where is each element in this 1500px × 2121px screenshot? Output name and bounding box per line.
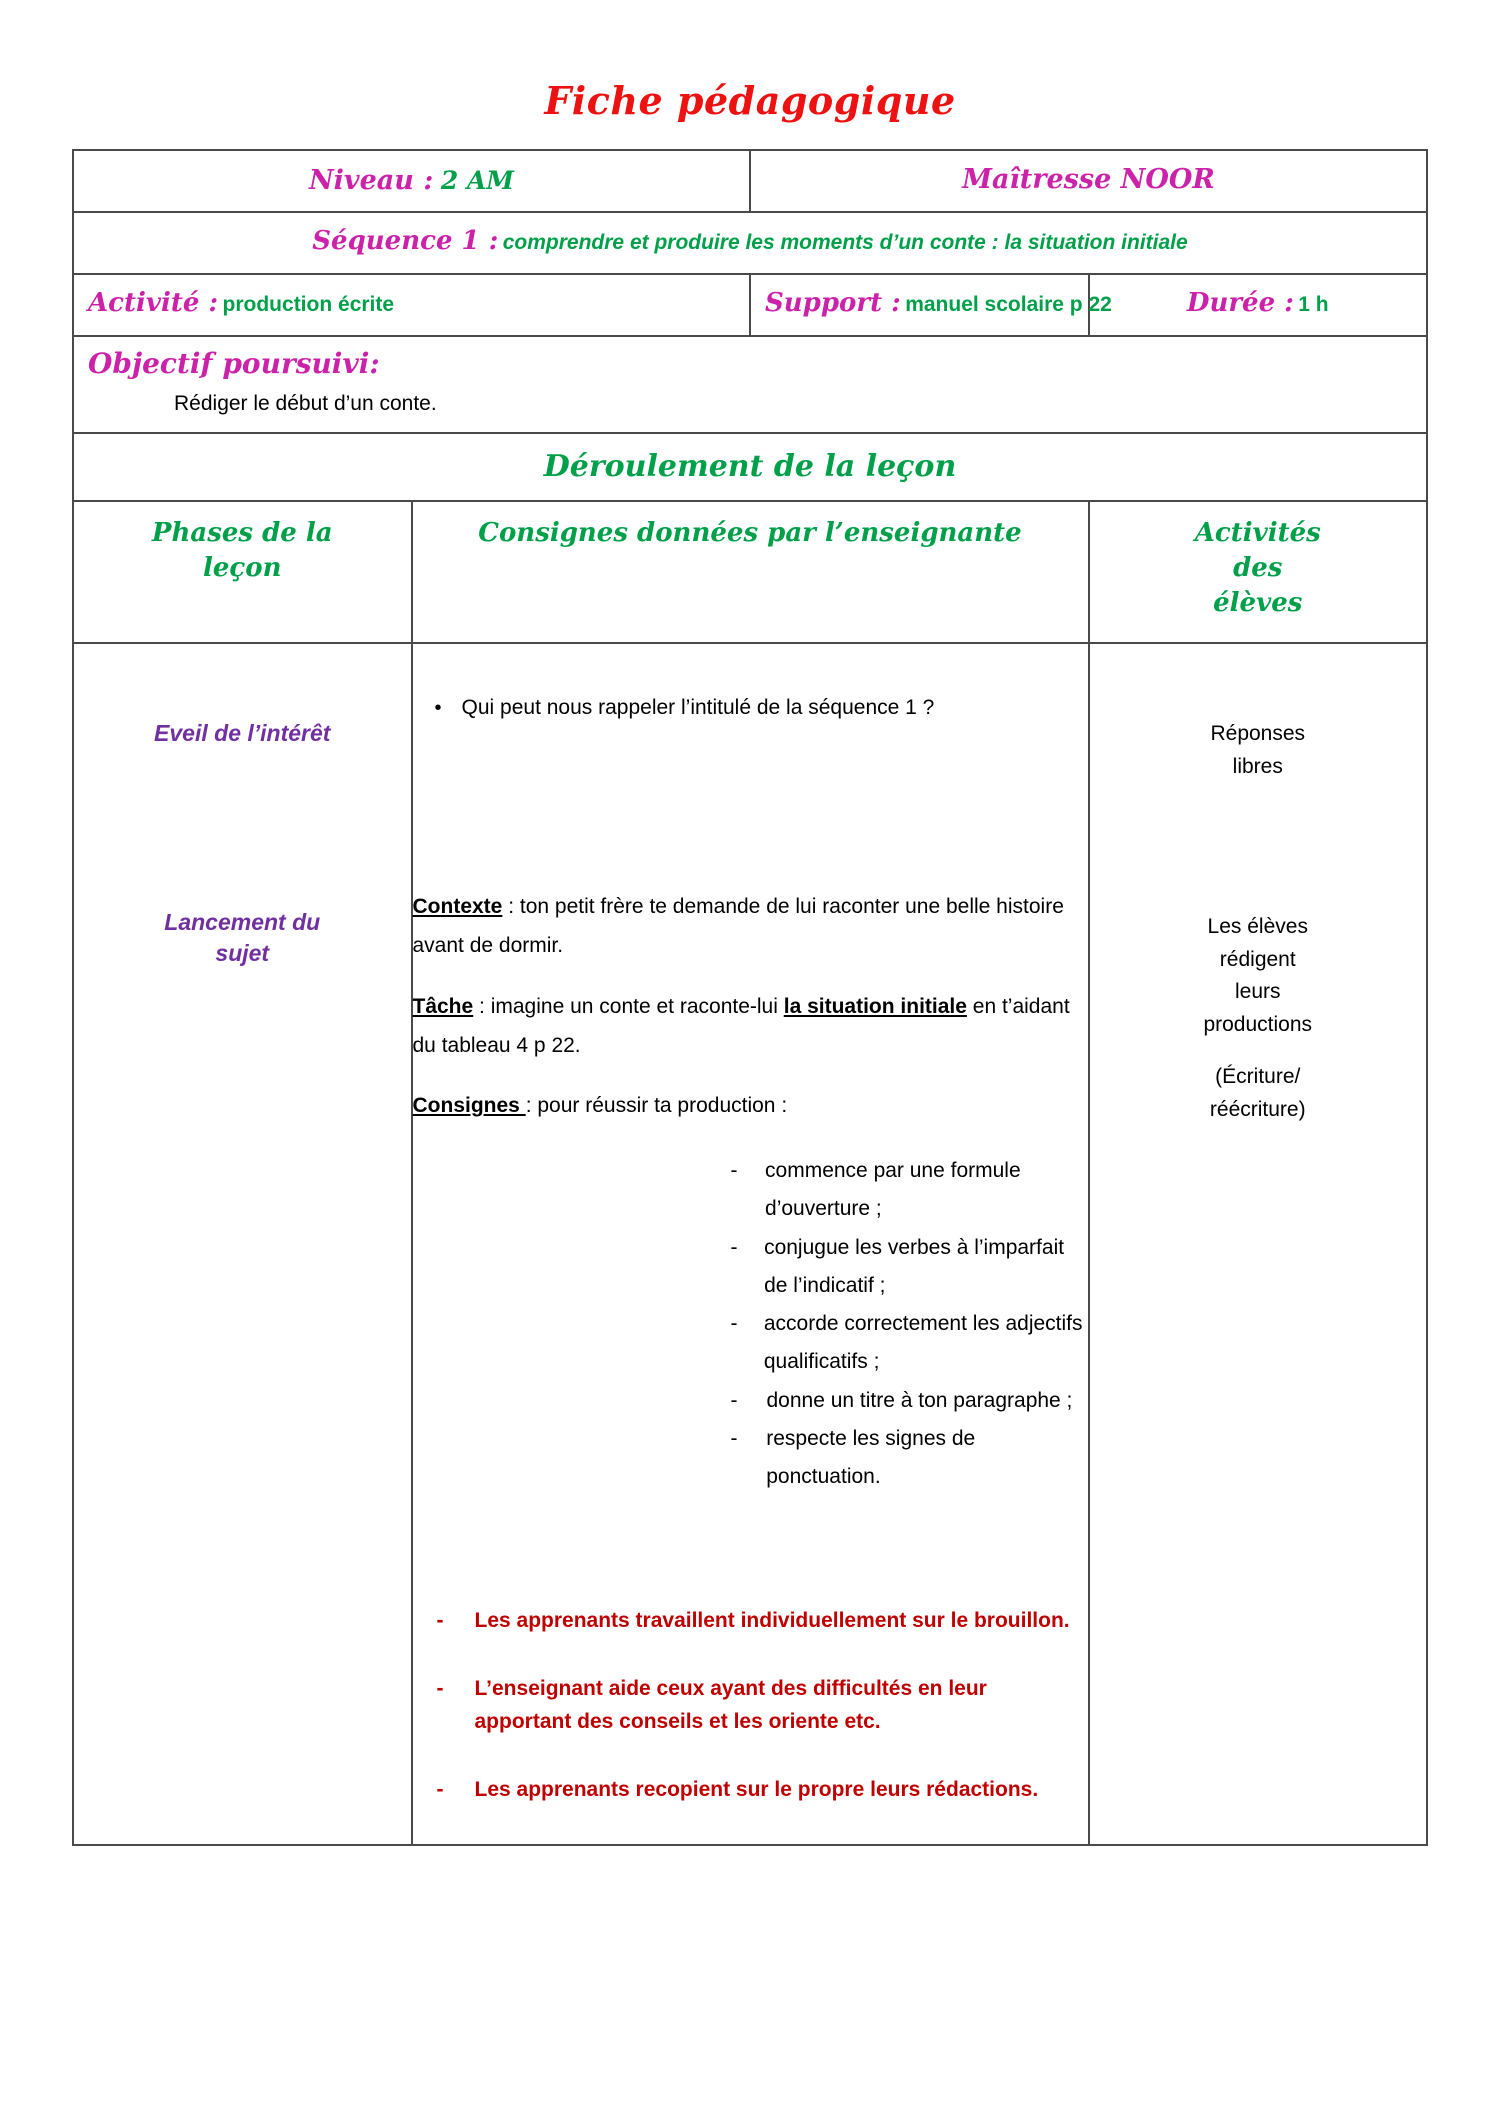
table-row-body <box>73 643 1427 1845</box>
table-row-level <box>73 150 1427 212</box>
bullet-icon: • <box>434 697 442 719</box>
duree-label: Durée : <box>1186 288 1294 318</box>
cell-activite <box>73 274 750 336</box>
table-row-column-headers <box>73 501 1427 643</box>
colheader-phases-text <box>74 502 411 600</box>
criteria-text: accorde correctement les adjectifs qualificatifs ; <box>763 1312 1083 1374</box>
consignes-text: pour réussir ta production : <box>537 1094 788 1118</box>
activite-item-ecriture <box>1090 1041 1427 1126</box>
dash-icon: - <box>436 1609 444 1633</box>
table-row-objective <box>73 336 1427 433</box>
cell-sequence <box>73 212 1427 274</box>
activite-value: production écrite <box>222 293 395 316</box>
colheader-consignes-text: Consignes données par l’enseignante <box>478 518 1022 548</box>
colheader-phases-line1: Phases de la <box>151 518 333 548</box>
contexte-separator: : <box>502 895 520 918</box>
phase-label-lancement <box>74 749 411 969</box>
consigne-question-text: Qui peut nous rappeler l’intitulé de la séquence 1 ? <box>461 696 935 719</box>
colheader-activites-line2: des <box>1233 553 1283 584</box>
support-label: Support : <box>765 288 901 318</box>
sequence-value: comprendre et produire les moments d’un conte : la situation initiale <box>502 231 1188 254</box>
contexte-label: Contexte <box>412 895 503 918</box>
niveau-text <box>74 151 749 210</box>
cell-teacher <box>750 150 1427 212</box>
tache-emphasis: la situation initiale <box>783 994 967 1018</box>
activite-reponses-line1: Réponses <box>1210 722 1306 745</box>
list-item <box>437 1773 1088 1807</box>
objectif-text: Rédiger le début d’un conte. <box>174 392 437 415</box>
objectif-heading: Objectif poursuivi: <box>88 347 380 380</box>
activite-redaction-line2: rédigent <box>1219 947 1296 971</box>
activite-label: Activité : <box>88 288 219 318</box>
support-text <box>751 275 1112 335</box>
tache-text-part2: en t’aidant du tableau 4 p 22. <box>412 994 1070 1057</box>
phase-label-lancement-line2: sujet <box>215 940 270 967</box>
table-row-activity <box>73 274 1427 336</box>
table-row-sequence <box>73 212 1427 274</box>
activite-item-reponses <box>1090 644 1427 783</box>
cell-activites <box>1089 643 1428 1845</box>
paragraph-tache <box>413 988 1088 1066</box>
criteria-text: commence par une formule d’ouverture ; <box>765 1159 1021 1221</box>
consigne-bullet-question <box>413 644 1088 720</box>
cell-niveau <box>73 150 750 212</box>
sequence-label: Séquence 1 : <box>312 226 499 256</box>
activite-redaction-line1: Les élèves <box>1207 915 1308 939</box>
cell-consignes <box>412 643 1089 1845</box>
dash-icon: - <box>730 1426 738 1450</box>
dash-icon: - <box>730 1312 738 1336</box>
cell-support <box>750 274 1112 336</box>
cell-duree <box>1089 274 1428 336</box>
criteria-list <box>413 1152 1088 1496</box>
page-title: Fiche pédagogique <box>544 78 956 123</box>
spacer-block-1 <box>413 720 1088 888</box>
support-value: manuel scolaire p 22 <box>905 293 1112 316</box>
duree-value: 1 h <box>1298 293 1329 316</box>
tache-text-part1: imagine un conte et raconte-lui <box>490 994 784 1018</box>
list-item <box>731 1420 1088 1496</box>
dash-icon: - <box>730 1235 738 1259</box>
list-item <box>731 1382 1088 1420</box>
activite-text <box>74 275 749 335</box>
list-item <box>437 1672 1088 1739</box>
cell-objectif <box>73 336 1427 433</box>
dash-icon: - <box>730 1159 738 1183</box>
dash-icon: - <box>436 1676 444 1700</box>
colheader-activites-text <box>1090 502 1427 635</box>
paragraph-consignes <box>413 1087 1088 1126</box>
list-item <box>731 1229 1088 1305</box>
criteria-text: conjugue les verbes à l’imparfait de l’indicatif ; <box>764 1235 1065 1297</box>
tache-label: Tâche <box>412 994 474 1018</box>
consignes-label: Consignes <box>412 1094 526 1118</box>
phase-label-eveil: Eveil de l’intérêt <box>154 720 331 746</box>
phase-label-lancement-line1: Lancement du <box>164 909 321 936</box>
niveau-label: Niveau : <box>309 165 434 196</box>
activite-redaction-line4: productions <box>1203 1012 1313 1036</box>
teacher-name: Maîtresse NOOR <box>962 164 1215 195</box>
activite-item-redaction <box>1090 783 1427 1041</box>
criteria-text: respecte les signes de ponctuation. <box>766 1426 976 1488</box>
teacher-notes-list <box>413 1604 1088 1806</box>
dash-icon: - <box>730 1388 738 1412</box>
cell-phases <box>73 643 412 1845</box>
activite-ecriture-line2: réécriture) <box>1209 1097 1306 1121</box>
sequence-text <box>74 213 1426 273</box>
list-item <box>437 1604 1088 1638</box>
spacer-block-2 <box>413 1496 1088 1604</box>
activite-ecriture-line1: (Écriture/ <box>1215 1065 1301 1089</box>
tache-separator: : <box>473 994 491 1018</box>
criteria-text: donne un titre à ton paragraphe ; <box>766 1388 1073 1412</box>
deroulement-banner: Déroulement de la leçon <box>543 449 957 484</box>
consignes-separator: : <box>525 1094 538 1118</box>
niveau-value: 2 AM <box>440 166 514 195</box>
note-text: Les apprenants recopient sur le propre leurs rédactions. <box>474 1777 1039 1801</box>
colheader-activites-line1: Activités <box>1194 518 1321 548</box>
table-row-deroulement-banner <box>73 433 1427 501</box>
colheader-consignes <box>412 501 1089 643</box>
note-text: Les apprenants travaillent individuellement sur le brouillon. <box>474 1609 1070 1633</box>
list-item <box>731 1305 1088 1381</box>
lesson-plan-table <box>72 149 1428 1846</box>
dash-icon: - <box>436 1777 444 1801</box>
colheader-activites <box>1089 501 1428 643</box>
note-text: L’enseignant aide ceux ayant des difficultés en leur apportant des conseils et les oriente etc. <box>474 1676 987 1734</box>
paragraph-contexte <box>413 888 1088 966</box>
colheader-phases <box>73 501 412 643</box>
activite-redaction-line3: leurs <box>1234 980 1281 1004</box>
duree-text <box>1090 275 1427 335</box>
cell-deroulement <box>73 433 1427 501</box>
colheader-activites-line3: élèves <box>1213 588 1303 619</box>
list-item <box>731 1152 1088 1228</box>
activite-reponses-line2: libres <box>1232 754 1283 778</box>
colheader-phases-line2: leçon <box>203 553 282 584</box>
contexte-text: ton petit frère te demande de lui raconter une belle histoire avant de dormir. <box>412 895 1064 957</box>
